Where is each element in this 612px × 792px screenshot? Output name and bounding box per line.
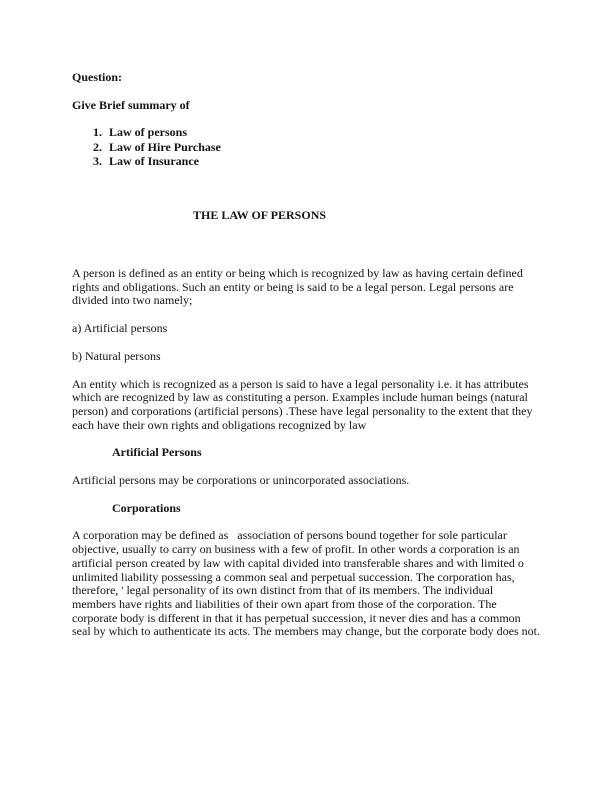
question-label: Question: xyxy=(72,70,123,84)
list-item xyxy=(93,140,540,154)
paragraph-item-artificial-persons: a) Artificial persons xyxy=(72,321,168,336)
list-item-label: Law of Insurance xyxy=(109,153,200,168)
paragraph-item-natural-persons: b) Natural persons xyxy=(72,348,161,363)
list-item-label: Law of Hire Purchase xyxy=(109,139,221,154)
heading-corporations: Corporations xyxy=(112,500,181,515)
document-title: THE LAW OF PERSONS xyxy=(193,208,327,223)
paragraph-artificial-persons: Artificial persons may be corporations or unincorporated associations. xyxy=(72,473,410,488)
heading-artificial-persons: Artificial Persons xyxy=(112,445,202,460)
paragraph-legal-personality: An entity which is recognized as a person is said to have a legal personality i.e. it has attributes which are recognized by law as constituting a person. Examples include human beings (natural person) and corporations (artificial persons) .These have legal personality to the extent that they each have their own rights and obligations recognized by law xyxy=(72,376,536,432)
paragraph-legal-person-definition: A person is defined as an entity or being which is recognized by law as having certain defined rights and obligations. Such an entity or being is said to be a legal person. Legal persons are divided into two namely; xyxy=(72,266,526,308)
prompt-text: Give Brief summary of xyxy=(72,97,190,112)
list-item-number: 1. xyxy=(93,125,102,140)
list-item xyxy=(93,154,540,168)
list-item-number: 3. xyxy=(93,153,102,168)
list-item xyxy=(93,125,540,139)
summary-topic-list xyxy=(72,125,540,168)
paragraph-corporations: A corporation may be defined as association of persons bound together for sole particular objective, usually to carry on business with a few of profit. In other words a corporation is an artificial person created by law with capital divided into transferable shares and with limited o unlimited liability possessing a common seal and perpetual succession. The corporation has, therefore, ' legal personality of its own distinct from that of its members. The individual members have rights and liabilities of their own apart from those of the corporation. The corporate body is different in that it has perpetual succession, it never dies and has a common seal by which to authenticate its acts. The members may change, but the corporate body does not. xyxy=(72,528,540,639)
list-item-label: Law of persons xyxy=(109,125,188,140)
list-item-number: 2. xyxy=(93,139,102,154)
